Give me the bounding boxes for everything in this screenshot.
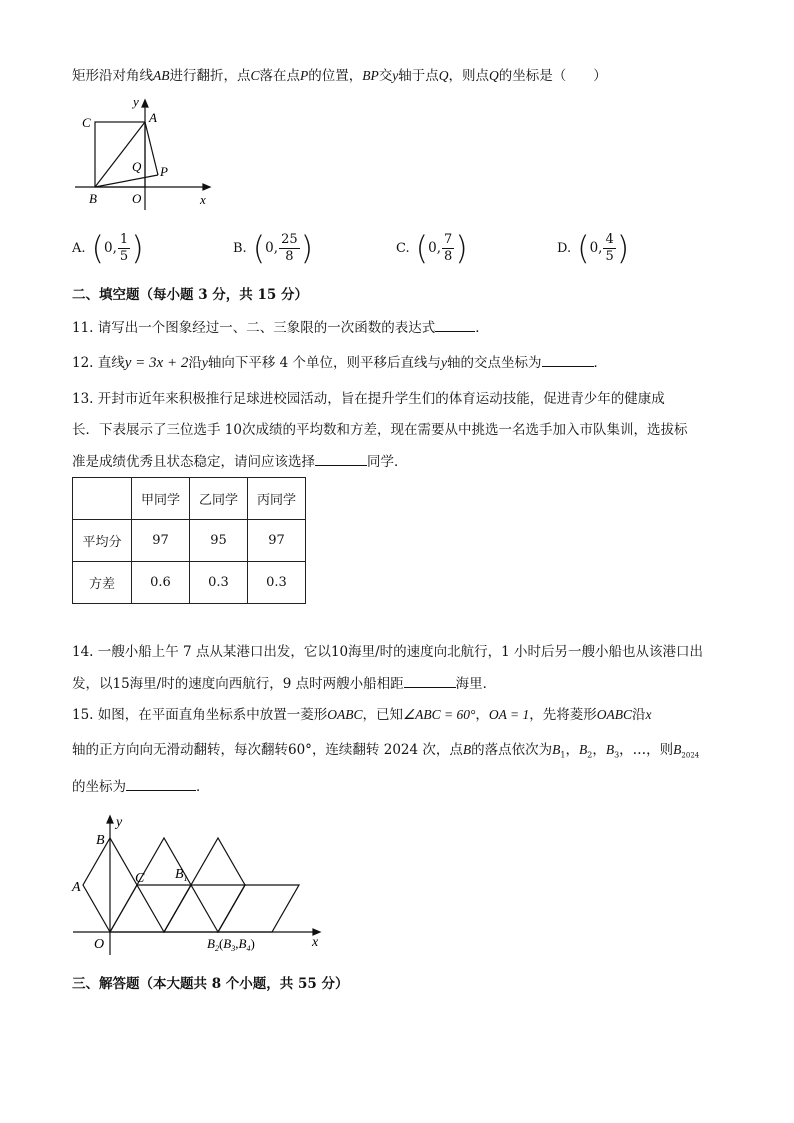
score-table	[72, 477, 306, 604]
label-b1: $B_1$	[175, 867, 188, 883]
q15-line2: 轴的正方向向无滑动翻转，每次翻转60°，连续翻转 2024 次，点B的落点依次为$B_1$，$B_2$，$B_3$，…，则$B_{2024}$	[72, 742, 700, 760]
rhombus-5	[218, 885, 299, 932]
label-y: y	[133, 94, 139, 109]
x-axis-arrow	[203, 184, 210, 190]
table-header-row: 甲同学 乙同学 丙同学	[73, 478, 306, 520]
label-y: y	[116, 815, 123, 830]
label-o: O	[94, 937, 105, 952]
q15-line1: 15. 如图，在平面直角坐标系中放置一菱形OABC，已知∠ABC = 60°，OA = 1，先将菱形OABC沿x	[72, 707, 652, 723]
y-axis-arrow	[142, 100, 148, 107]
table-row: 平均分 97 95 97	[73, 520, 306, 562]
q15-line3: 的坐标为 ．	[72, 776, 210, 797]
q14-line1: 14. 一艘小船上午 7 点从某港口出发，它以10海里/时的速度向北航行，1 小时后另一艘小船也从该港口出	[72, 644, 704, 660]
label-x: x	[312, 935, 319, 950]
label-p: P	[160, 164, 168, 179]
q10-stem: 矩形沿对角线AB进行翻折，点C落在点P的位置，BP交y轴于点Q，则点Q的坐标是（ ）	[72, 68, 607, 84]
q13-line3: 准是成绩优秀且状态稳定，请问应该选择 同学．	[72, 451, 408, 472]
label-b2-b3-b4: $B_2(B_3,B_4)$	[207, 936, 255, 953]
q13-line2: 长．下表展示了三位选手 10次成绩的平均数和方差，现在需要从中挑选一名选手加入市队集训，选拔标	[72, 422, 688, 438]
q14-line2: 发，以15海里/时的速度向西航行，9 点时两艘小船相距 海里．	[72, 673, 496, 694]
q10-figure	[70, 92, 220, 212]
option-c[interactable]: C. ( 0, $\frac{7}{8}$ )	[396, 229, 468, 267]
label-c: C	[82, 115, 91, 130]
label-c: C	[135, 871, 145, 886]
q13-blank[interactable]	[315, 451, 367, 466]
q15-figure	[68, 810, 338, 960]
table-row: 方差 0.6 0.3 0.3	[73, 562, 306, 604]
q11-blank[interactable]	[435, 317, 475, 332]
q13-line1: 13. 开封市近年来积极推行足球进校园活动，旨在提升学生们的体育运动技能，促进青少年的健康成	[72, 391, 665, 407]
q14-blank[interactable]	[404, 673, 456, 688]
q12: 12. 直线y = 3x + 2沿y轴向下平移 4 个单位，则平移后直线与y轴的交点坐标为 ．	[72, 352, 607, 373]
option-a[interactable]: A. ( 0, $\frac{1}{5}$ )	[72, 229, 144, 267]
segment-ap	[145, 122, 158, 175]
option-d[interactable]: D. ( 0, $\frac{4}{5}$ )	[557, 229, 630, 267]
label-o: O	[132, 191, 142, 206]
q11: 11. 请写出一个图象经过一、二、三象限的一次函数的表达式 ．	[72, 317, 489, 338]
label-a: A	[72, 880, 81, 895]
option-b[interactable]: B. ( 0, $\frac{25}{8}$ )	[233, 229, 314, 267]
section2-title: 二、填空题（每小题 3 分，共 15 分）	[72, 287, 308, 303]
label-x: x	[200, 192, 206, 207]
label-q: Q	[132, 159, 142, 174]
label-a: A	[149, 110, 157, 125]
q15-blank[interactable]	[126, 776, 196, 791]
label-b: B	[96, 833, 105, 848]
y-axis-arrow	[107, 816, 113, 823]
section3-title: 三、解答题（本大题共 8 个小题，共 55 分）	[72, 976, 349, 992]
segment-bp	[95, 175, 158, 187]
q12-blank[interactable]	[542, 352, 594, 367]
diagonal-ab	[95, 122, 145, 187]
label-b: B	[89, 191, 97, 206]
